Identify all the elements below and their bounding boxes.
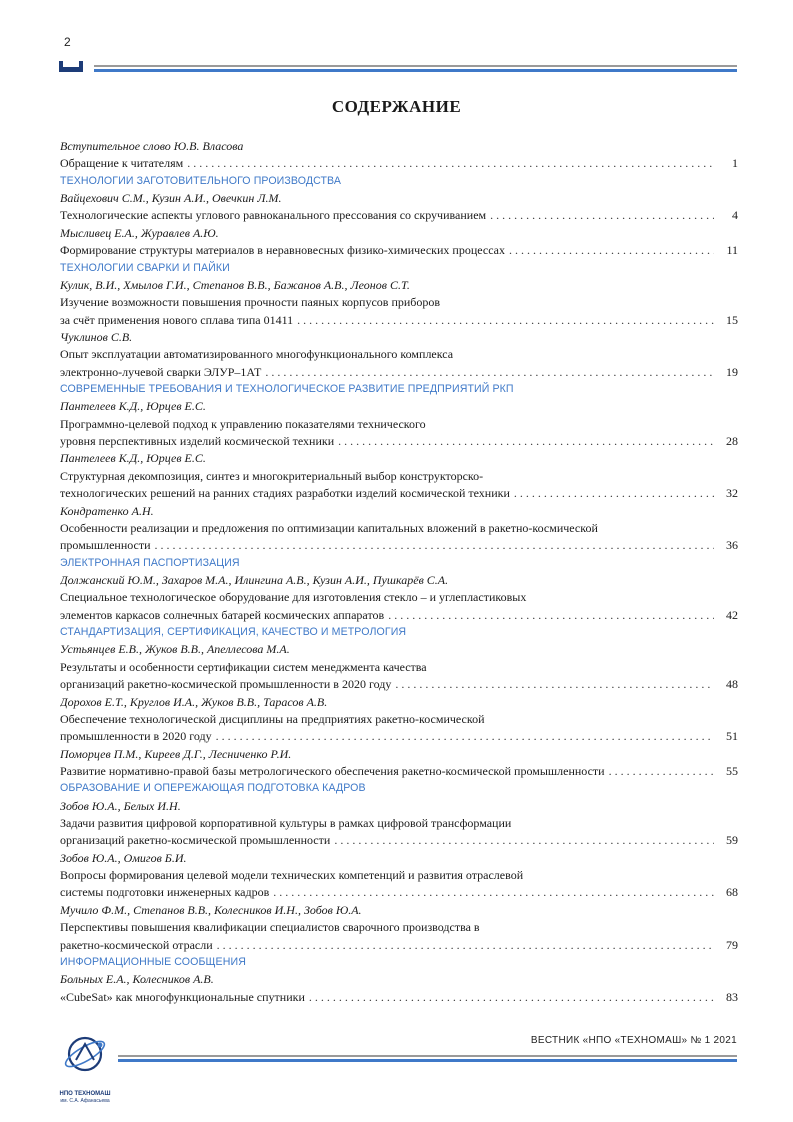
toc-entry-title-line: Результаты и особенности сертификации систем менеджмента качества: [60, 659, 427, 674]
toc-entry-title-line: Особенности реализации и предложения по оптимизации капитальных вложений в ракетно-космической: [60, 520, 598, 535]
toc-entry: [60, 937, 738, 954]
toc-entry: [60, 989, 738, 1006]
toc-entry: [60, 832, 738, 849]
toc-entry-title: технологических решений на ранних стадиях разработки изделий космической техники: [60, 486, 510, 501]
toc-page-number: 59: [726, 833, 738, 848]
toc-entry-title: электронно-лучевой сварки ЭЛУР–1АТ: [60, 364, 262, 379]
toc-entry-title: за счёт применения нового сплава типа 01411: [60, 312, 294, 327]
logo-subname: им. С.А. Афанасьева: [60, 1098, 110, 1104]
toc-page-number: 36: [726, 538, 738, 553]
toc-authors: Зобов Ю.А., Омигов Б.И.: [60, 850, 187, 865]
toc-entry-title: «CubeSat» как многофункциональные спутники: [60, 989, 305, 1004]
toc-entry-title-line: Структурная декомпозиция, синтез и многокритериальный выбор конструкторско-: [60, 468, 484, 483]
toc-entry-title-line: Обеспечение технологической дисциплины на предприятиях ракетно-космической: [60, 711, 485, 726]
dot-leader: [309, 989, 714, 1006]
toc-entry-title-line: Изучение возможности повышения прочности паяных корпусов приборов: [60, 295, 441, 310]
toc-section-heading: ТЕХНОЛОГИИ ЗАГОТОВИТЕЛЬНОГО ПРОИЗВОДСТВА: [60, 174, 342, 187]
header-rule-blue: [94, 69, 737, 72]
toc-authors: Зобов Ю.А., Белых И.Н.: [60, 798, 181, 813]
toc-entry: [60, 207, 738, 224]
toc-page-number: 15: [726, 312, 738, 327]
toc-page-number: 11: [726, 243, 738, 258]
toc-page-number: 28: [726, 434, 738, 449]
table-of-contents: [60, 138, 738, 1006]
toc-page-number: 32: [726, 486, 738, 501]
toc-page-number: 55: [726, 763, 738, 778]
toc-entry-title: уровня перспективных изделий космической техники: [60, 434, 335, 449]
toc-entry-title: Развитие нормативно-правой базы метрологического обеспечения ракетно-космической промышленности: [60, 763, 605, 778]
toc-entry: [60, 884, 738, 901]
toc-entry-title: Технологические аспекты углового равноканального прессования со скручиванием: [60, 208, 487, 223]
toc-entry-title-line: Специальное технологическое оборудование для изготовления стекло – и углепластиковых: [60, 590, 527, 605]
dot-leader: [155, 537, 714, 554]
toc-page-number: 4: [732, 208, 738, 223]
dot-leader: [217, 937, 714, 954]
header-rule-gray: [94, 65, 737, 67]
dot-leader: [509, 242, 714, 259]
toc-entry-title: ракетно-космической отрасли: [60, 937, 213, 952]
toc-entry: [60, 537, 738, 554]
logo-caption: [54, 1091, 116, 1105]
toc-authors: Вайцехович С.М., Кузин А.И., Овечкин Л.М.: [60, 191, 282, 206]
page-title: СОДЕРЖАНИЕ: [331, 97, 462, 116]
toc-entry: [60, 607, 738, 624]
dot-leader: [216, 728, 714, 745]
toc-entry-title: элементов каркасов солнечных батарей космических аппаратов: [60, 607, 385, 622]
toc-section-heading: ЭЛЕКТРОННАЯ ПАСПОРТИЗАЦИЯ: [60, 556, 240, 569]
toc-section-heading: ТЕХНОЛОГИИ СВАРКИ И ПАЙКИ: [60, 261, 230, 274]
toc-page-number: 68: [726, 885, 738, 900]
footer-rule-gray: [118, 1055, 737, 1057]
dot-leader: [338, 433, 714, 450]
toc-page-number: 79: [726, 937, 738, 952]
toc-authors: Больных Е.А., Колесников А.В.: [60, 972, 214, 987]
dot-leader: [514, 485, 714, 502]
dot-leader: [388, 607, 714, 624]
toc-entry-title: промышленности: [60, 538, 151, 553]
toc-entry-title-line: Вопросы формирования целевой модели технических компетенций и развития отраслевой: [60, 868, 524, 883]
toc-entry: [60, 728, 738, 745]
dot-leader: [609, 763, 714, 780]
toc-entry: [60, 312, 738, 329]
toc-entry-title: организаций ракетно-космической промышленности: [60, 833, 331, 848]
toc-authors: Кулик, В.И., Хмылов Г.И., Степанов В.В., Бажанов А.В., Леонов С.Т.: [60, 277, 410, 292]
header-bracket-icon: [58, 60, 84, 73]
toc-authors: Должанский Ю.М., Захаров М.А., Илингина А.В., Кузин А.И., Пушкарёв С.А.: [60, 572, 449, 587]
toc-page-number: 19: [726, 364, 738, 379]
toc-page-number: 51: [726, 729, 738, 744]
toc-entry: [60, 676, 738, 693]
toc-page-number: 1: [732, 156, 738, 171]
toc-entry-title-line: Опыт эксплуатации автоматизированного многофункционального комплекса: [60, 347, 454, 362]
toc-entry-title: Обращение к читателям: [60, 156, 184, 171]
dot-leader: [395, 676, 714, 693]
toc-authors: Кондратенко А.Н.: [60, 503, 154, 518]
toc-entry-title: Формирование структуры материалов в неравновесных физико-химических процессах: [60, 243, 506, 258]
toc-authors: Пантелеев К.Д., Юрцев Е.С.: [60, 399, 206, 414]
toc-section-heading: СОВРЕМЕННЫЕ ТРЕБОВАНИЯ И ТЕХНОЛОГИЧЕСКОЕ РАЗВИТИЕ ПРЕДПРИЯТИЙ РКП: [60, 383, 514, 396]
toc-entry-title: промышленности в 2020 году: [60, 729, 212, 744]
toc-authors: Дорохов Е.Т., Круглов И.А., Жуков В.В., Тарасов А.В.: [60, 694, 328, 709]
toc-authors: Вступительное слово Ю.В. Власова: [60, 139, 244, 153]
dot-leader: [490, 207, 714, 224]
toc-section-heading: СТАНДАРТИЗАЦИЯ, СЕРТИФИКАЦИЯ, КАЧЕСТВО И МЕТРОЛОГИЯ: [60, 626, 407, 639]
toc-page-number: 42: [726, 607, 738, 622]
toc-entry: [60, 763, 738, 780]
toc-section-heading: ОБРАЗОВАНИЕ И ОПЕРЕЖАЮЩАЯ ПОДГОТОВКА КАДРОВ: [60, 782, 366, 795]
dot-leader: [187, 155, 714, 172]
toc-authors: Устьянцев Е.В., Жуков В.В., Апеллесова М.А.: [60, 642, 290, 657]
toc-authors: Пантелеев К.Д., Юрцев Е.С.: [60, 451, 206, 466]
toc-section-heading: ИНФОРМАЦИОННЫЕ СООБЩЕНИЯ: [60, 955, 246, 968]
dot-leader: [265, 364, 714, 381]
dot-leader: [297, 312, 714, 329]
toc-entry: [60, 433, 738, 450]
page-number: 2: [64, 35, 71, 49]
toc-entry-title-line: Перспективы повышения квалификации специалистов сварочного производства в: [60, 920, 480, 935]
toc-entry-title: организаций ракетно-космической промышленности в 2020 году: [60, 677, 392, 692]
journal-footer: ВЕСТНИК «НПО «ТЕХНОМАШ» № 1 2021: [530, 1035, 737, 1046]
toc-entry: [60, 485, 738, 502]
toc-entry: [60, 155, 738, 172]
toc-page-number: 48: [726, 677, 738, 692]
toc-authors: Поморцев П.М., Киреев Д.Г., Лесниченко Р.И.: [60, 746, 292, 761]
toc-entry: [60, 242, 738, 259]
toc-page-number: 83: [726, 989, 738, 1004]
toc-authors: Мучило Ф.М., Степанов В.В., Колесников И.Н., Зобов Ю.А.: [60, 902, 362, 917]
footer-rule-blue: [118, 1059, 737, 1062]
toc-entry-title-line: Программно-целевой подход к управлению показателями технического: [60, 416, 426, 431]
dot-leader: [334, 832, 714, 849]
logo-name: НПО ТЕХНОМАШ: [59, 1091, 111, 1097]
toc-authors: Чуклинов С.В.: [60, 329, 133, 344]
dot-leader: [273, 884, 714, 901]
toc-authors: Мысливец Е.А., Журавлев А.Ю.: [60, 225, 219, 240]
toc-entry: [60, 364, 738, 381]
toc-entry-title: системы подготовки инженерных кадров: [60, 885, 270, 900]
toc-entry-title-line: Задачи развития цифровой корпоративной культуры в рамках цифровой трансформации: [60, 816, 512, 831]
